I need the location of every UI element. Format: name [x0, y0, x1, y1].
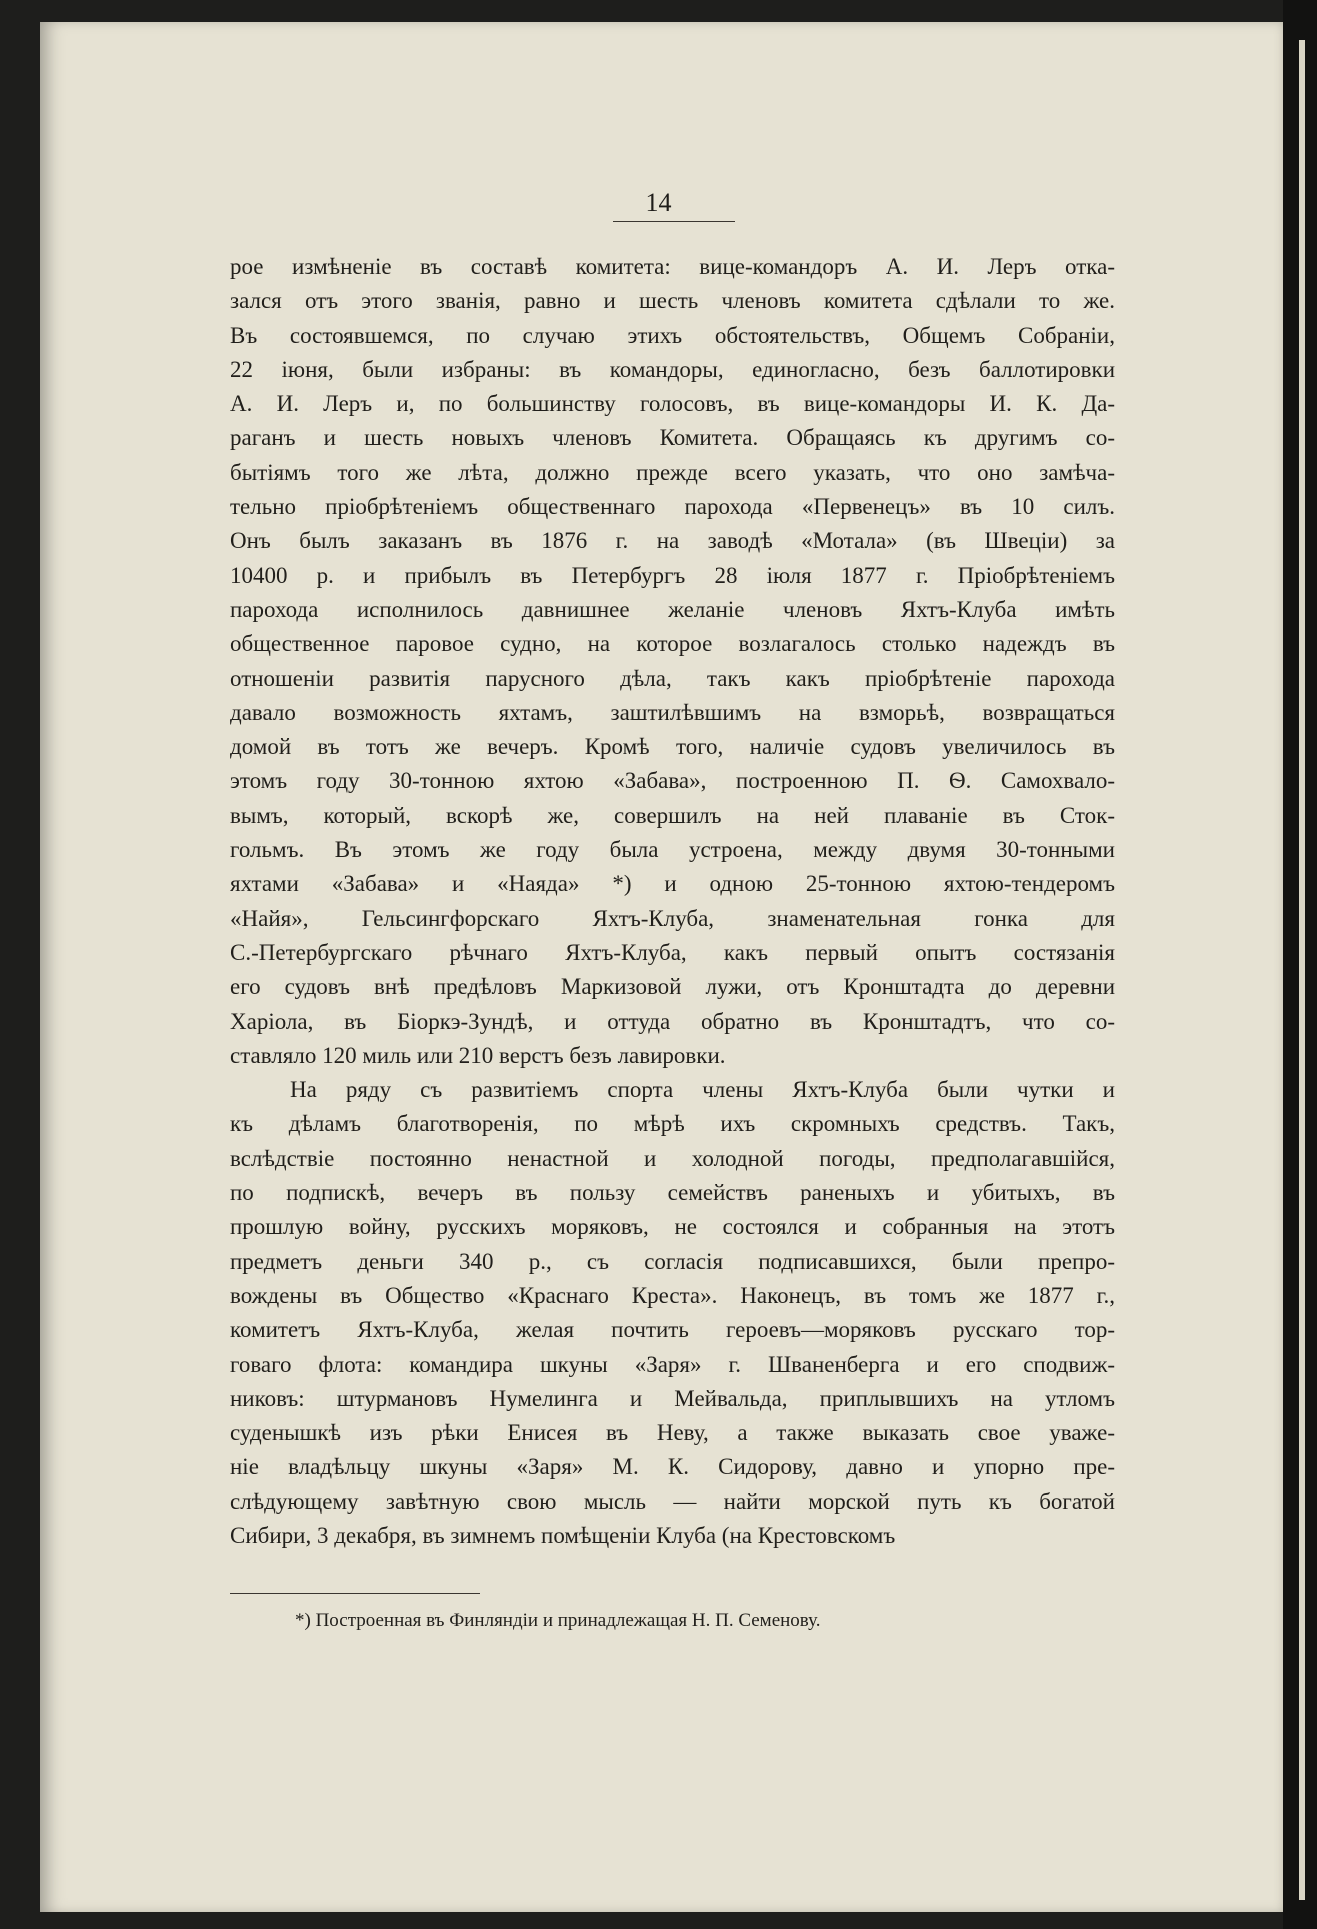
text-line: слѣдующему завѣтную свою мысль — найти морской путь къ богатой: [230, 1488, 1115, 1514]
text-line: его судовъ внѣ предѣловъ Маркизовой лужи, отъ Кронштадта до деревни: [230, 974, 1115, 1000]
text-line: давало возможность яхтамъ, заштилѣвшимъ на взморьѣ, возвращаться: [230, 699, 1115, 725]
text-line: вымъ, который, вскорѣ же, совершилъ на ней плаваніе въ Сток-: [230, 802, 1115, 828]
footnote: *) Построенная въ Финляндіи и принадлежащая Н. П. Семенову.: [295, 1610, 821, 1631]
text-line: отношеніи развитія парусного дѣла, такъ какъ пріобрѣтеніе парохода: [230, 665, 1115, 691]
text-line: Онъ былъ заказанъ въ 1876 г. на заводѣ «Мотала» (въ Швеціи) за: [230, 528, 1115, 554]
page-number-rule: [613, 221, 735, 222]
page-number: 14: [645, 188, 672, 217]
text-line: вслѣдствіе постоянно ненастной и холодной погоды, предполагавшійся,: [230, 1145, 1115, 1171]
next-page-edge: [1299, 40, 1305, 1900]
text-line: 22 іюня, были избраны: въ командоры, единогласно, безъ баллотировки: [230, 356, 1115, 382]
text-line: яхтами «Забава» и «Наяда» *) и одною 25-тонною яхтою-тендеромъ: [230, 871, 1115, 897]
text-line: суденышкѣ изъ рѣки Енисея въ Неву, а также выказать свое уваже-: [230, 1420, 1115, 1446]
text-line: по подпискѣ, вечеръ въ пользу семействъ раненыхъ и убитыхъ, въ: [230, 1180, 1115, 1206]
text-line: никовъ: штурмановъ Нумелинга и Мейвальда, приплывшихъ на утломъ: [230, 1385, 1115, 1411]
text-line: говаго флота: командира шкуны «Заря» г. Шваненберга и его сподвиж-: [230, 1351, 1115, 1377]
text-line: Харіола, въ Біоркэ-Зундѣ, и оттуда обратно въ Кронштадтъ, что со-: [230, 1008, 1115, 1034]
text-line: раганъ и шесть новыхъ членовъ Комитета. Обращаясь къ другимъ со-: [230, 425, 1115, 451]
text-line: С.-Петербургскаго рѣчнаго Яхтъ-Клуба, какъ первый опытъ состязанія: [230, 939, 1115, 965]
text-line: парохода исполнилось давнишнее желаніе членовъ Яхтъ-Клуба имѣть: [230, 596, 1115, 622]
text-line: Въ состоявшемся, по случаю этихъ обстоятельствъ, Общемъ Собраніи,: [230, 322, 1115, 348]
text-line: къ дѣламъ благотворенія, по мѣрѣ ихъ скромныхъ средствъ. Такъ,: [230, 1111, 1115, 1137]
text-line: ніе владѣльцу шкуны «Заря» М. К. Сидорову, давно и упорно пре-: [230, 1454, 1115, 1480]
text-line: комитетъ Яхтъ-Клуба, желая почтить героевъ—моряковъ русскаго тор-: [230, 1317, 1115, 1343]
text-line: бытіямъ того же лѣта, должно прежде всего указать, что оно замѣча-: [230, 459, 1115, 485]
text-line: ставляло 120 миль или 210 верстъ безъ лавировки.: [230, 1042, 726, 1068]
text-line: вождены въ Общество «Краснаго Креста». Наконецъ, въ томъ же 1877 г.,: [230, 1282, 1115, 1308]
paragraph: [230, 250, 1115, 1073]
body-text: [230, 250, 1115, 1553]
text-line: этомъ году 30-тонною яхтою «Забава», построенною П. Ѳ. Самохвало-: [230, 768, 1115, 794]
text-line: общественное паровое судно, на которое возлагалось столько надеждъ въ: [230, 631, 1115, 657]
text-line: тельно пріобрѣтеніемъ общественнаго парохода «Первенецъ» въ 10 силъ.: [230, 494, 1115, 520]
footnote-rule: [230, 1593, 480, 1594]
text-line: На ряду съ развитіемъ спорта члены Яхтъ-Клуба были чутки и: [290, 1077, 1115, 1103]
paragraph: [230, 1073, 1115, 1553]
text-line: «Найя», Гельсингфорскаго Яхтъ-Клуба, знаменательная гонка для: [230, 905, 1115, 931]
text-line: рое измѣненіе въ составѣ комитета: вице-командоръ А. И. Леръ отка-: [230, 254, 1115, 279]
text-line: предметъ деньги 340 р., съ согласія подписавшихся, были препро-: [230, 1248, 1115, 1274]
text-line: прошлую войну, русскихъ моряковъ, не состоялся и собранныя на этотъ: [230, 1214, 1115, 1240]
text-line: А. И. Леръ и, по большинству голосовъ, въ вице-командоры И. К. Да-: [230, 391, 1115, 417]
text-line: зался отъ этого званія, равно и шесть членовъ комитета сдѣлали то же.: [230, 288, 1115, 314]
text-line: Сибири, 3 декабря, въ зимнемъ помѣщеніи Клуба (на Крестовскомъ: [230, 1522, 896, 1548]
text-line: 10400 р. и прибылъ въ Петербургъ 28 іюля 1877 г. Пріобрѣтеніемъ: [230, 562, 1115, 588]
text-line: гольмъ. Въ этомъ же году была устроена, между двумя 30-тонными: [230, 837, 1115, 863]
text-line: домой въ тотъ же вечеръ. Кромѣ того, наличіе судовъ увеличилось въ: [230, 734, 1115, 760]
